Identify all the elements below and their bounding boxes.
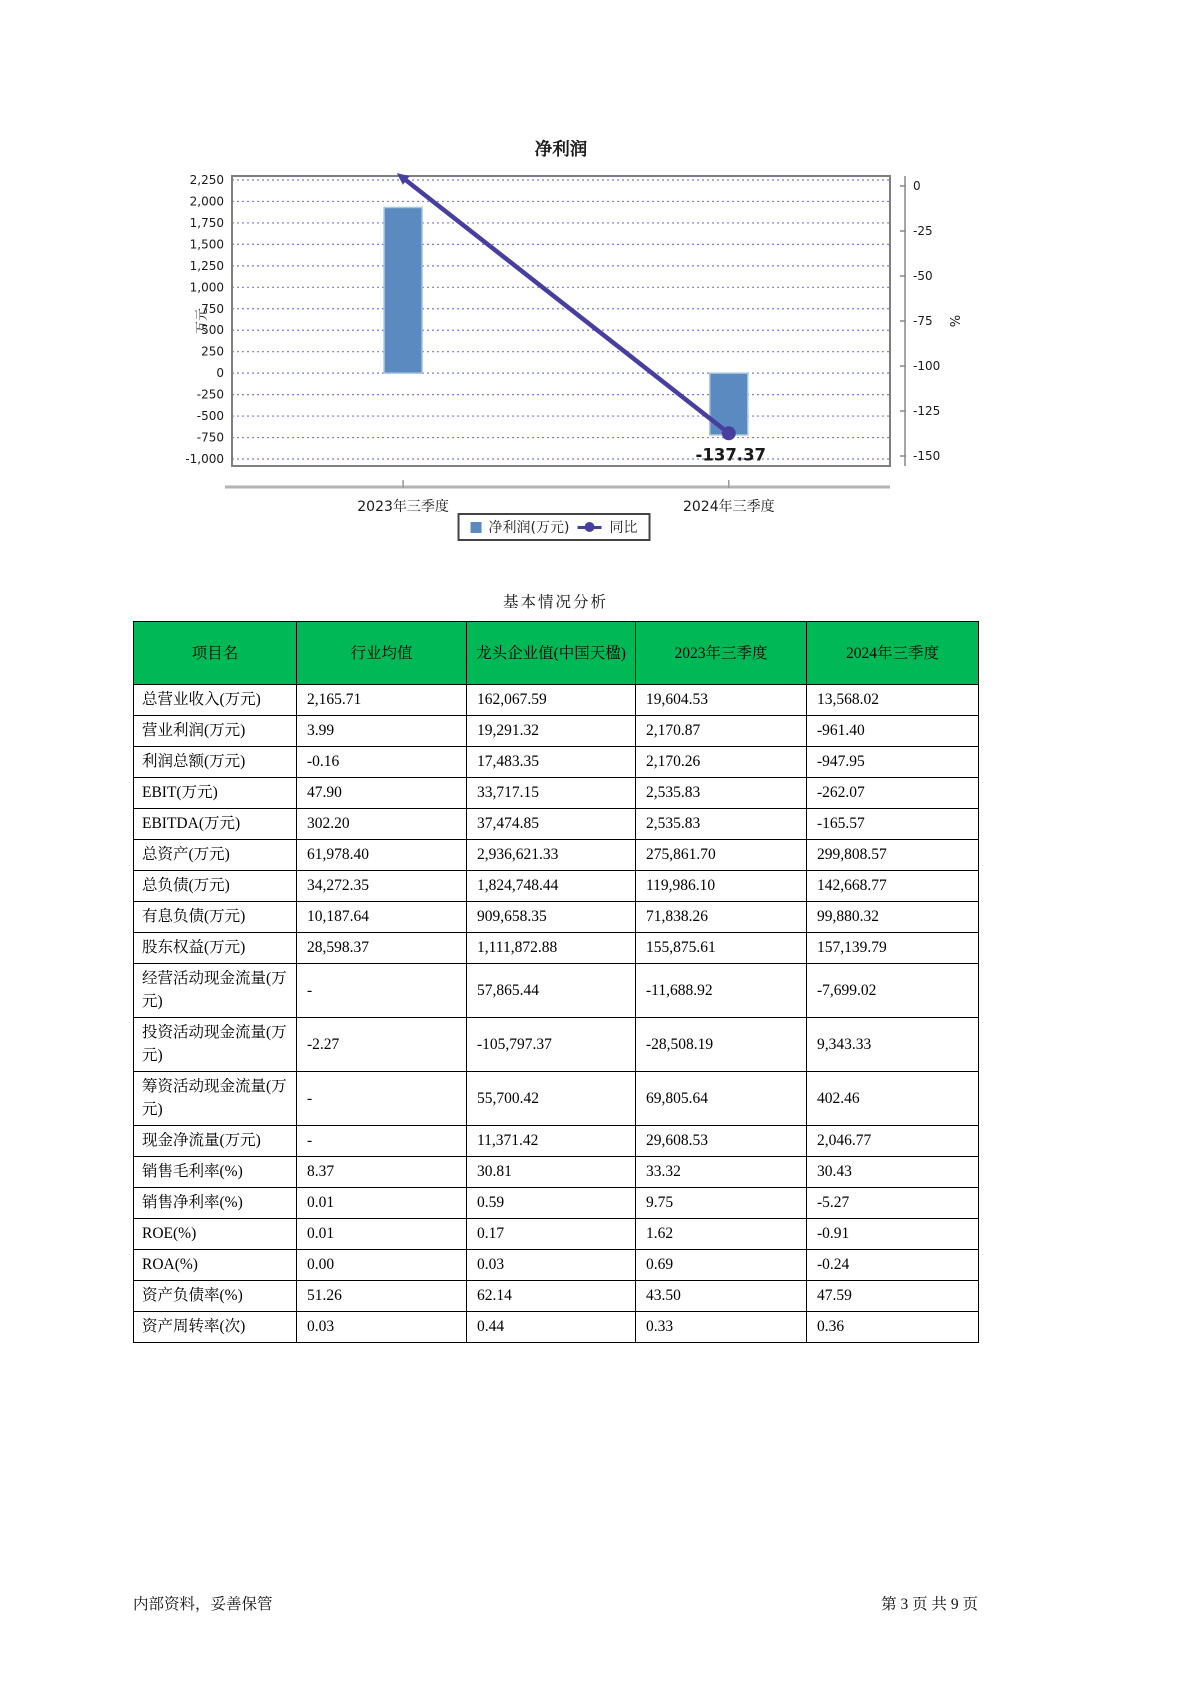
left-axis-tick-label: 0	[216, 366, 224, 381]
left-axis-tick-label: -750	[196, 430, 224, 445]
table-row	[134, 871, 979, 902]
analysis-table-section	[133, 590, 978, 1343]
row-label-cell: EBITDA(万元)	[134, 809, 297, 840]
value-cell: 55,700.42	[467, 1072, 636, 1126]
left-axis-tick-label: 1,500	[189, 237, 224, 252]
table-row	[134, 747, 979, 778]
chart-legend	[458, 513, 651, 541]
value-cell: 28,598.37	[297, 933, 467, 964]
value-cell: 99,880.32	[807, 902, 979, 933]
value-cell: 19,291.32	[467, 716, 636, 747]
value-cell: 0.01	[297, 1219, 467, 1250]
right-axis-tick-label: 0	[913, 179, 921, 193]
right-axis-tick-label: -50	[913, 269, 933, 283]
value-cell: 0.17	[467, 1219, 636, 1250]
value-cell: 33.32	[636, 1157, 807, 1188]
x-category-label: 2023年三季度	[357, 499, 449, 515]
value-cell: 2,936,621.33	[467, 840, 636, 871]
left-axis-tick-label: -1,000	[185, 452, 224, 466]
table-row	[134, 1219, 979, 1250]
value-cell: 0.36	[807, 1312, 979, 1343]
value-cell: 0.03	[467, 1250, 636, 1281]
value-cell: -961.40	[807, 716, 979, 747]
value-cell: -	[297, 964, 467, 1018]
table-row	[134, 1312, 979, 1343]
row-label-cell: 总资产(万元)	[134, 840, 297, 871]
right-axis-tick-label: -125	[913, 404, 941, 418]
value-cell: 11,371.42	[467, 1126, 636, 1157]
value-cell: 0.00	[297, 1250, 467, 1281]
right-axis-title: %	[946, 314, 961, 328]
value-cell: 34,272.35	[297, 871, 467, 902]
table-row	[134, 1188, 979, 1219]
line-series-swatch-icon	[577, 526, 601, 529]
value-cell: 119,986.10	[636, 871, 807, 902]
table-row	[134, 716, 979, 747]
value-cell: 2,046.77	[807, 1126, 979, 1157]
page-footer	[133, 1592, 978, 1614]
bar-2023年三季度	[384, 207, 422, 373]
row-label-cell: 总负债(万元)	[134, 871, 297, 902]
x-category-label: 2024年三季度	[682, 499, 775, 515]
table-header-row	[134, 622, 979, 685]
value-cell: 43.50	[636, 1281, 807, 1312]
table-row	[134, 1126, 979, 1157]
column-header: 项目名	[134, 622, 297, 685]
value-cell: 47.59	[807, 1281, 979, 1312]
value-cell: 29,608.53	[636, 1126, 807, 1157]
footer-confidential-note: 内部资料，妥善保管	[133, 1596, 273, 1613]
column-header: 2024年三季度	[807, 622, 979, 685]
table-row	[134, 933, 979, 964]
table-row	[134, 1072, 979, 1126]
value-cell: 162,067.59	[467, 685, 636, 716]
value-cell: -	[297, 1126, 467, 1157]
value-cell: -262.07	[807, 778, 979, 809]
value-cell: 62.14	[467, 1281, 636, 1312]
line-series-legend-label: 同比	[609, 520, 638, 536]
left-axis-tick-label: 1,750	[189, 215, 224, 230]
net-profit-chart-section	[0, 0, 1191, 580]
yoy-point-label: -137.37	[695, 445, 767, 465]
row-label-cell: 股东权益(万元)	[134, 933, 297, 964]
value-cell: 51.26	[297, 1281, 467, 1312]
column-header: 2023年三季度	[636, 622, 807, 685]
yoy-point	[722, 426, 736, 440]
value-cell: 299,808.57	[807, 840, 979, 871]
value-cell: -7,699.02	[807, 964, 979, 1018]
value-cell: 33,717.15	[467, 778, 636, 809]
value-cell: 9,343.33	[807, 1018, 979, 1072]
value-cell: -105,797.37	[467, 1018, 636, 1072]
value-cell: 10,187.64	[297, 902, 467, 933]
value-cell: -11,688.92	[636, 964, 807, 1018]
value-cell: 71,838.26	[636, 902, 807, 933]
row-label-cell: 筹资活动现金流量(万元)	[134, 1072, 297, 1126]
value-cell: 30.43	[807, 1157, 979, 1188]
left-axis-tick-label: 2,250	[189, 173, 224, 187]
row-label-cell: 经营活动现金流量(万元)	[134, 964, 297, 1018]
column-header: 行业均值	[297, 622, 467, 685]
value-cell: -947.95	[807, 747, 979, 778]
value-cell: -0.91	[807, 1219, 979, 1250]
value-cell: 19,604.53	[636, 685, 807, 716]
row-label-cell: 资产周转率(次)	[134, 1312, 297, 1343]
row-label-cell: EBIT(万元)	[134, 778, 297, 809]
value-cell: 1,824,748.44	[467, 871, 636, 902]
value-cell: 69,805.64	[636, 1072, 807, 1126]
right-axis-tick-label: -150	[913, 449, 941, 463]
chart-title: 净利润	[534, 140, 588, 160]
row-label-cell: 销售净利率(%)	[134, 1188, 297, 1219]
table-row	[134, 964, 979, 1018]
value-cell: 47.90	[297, 778, 467, 809]
value-cell: 0.33	[636, 1312, 807, 1343]
value-cell: 302.20	[297, 809, 467, 840]
value-cell: 909,658.35	[467, 902, 636, 933]
value-cell: 30.81	[467, 1157, 636, 1188]
table-row	[134, 1281, 979, 1312]
value-cell: 13,568.02	[807, 685, 979, 716]
value-cell: 57,865.44	[467, 964, 636, 1018]
value-cell: 17,483.35	[467, 747, 636, 778]
value-cell: 0.69	[636, 1250, 807, 1281]
row-label-cell: 营业利润(万元)	[134, 716, 297, 747]
value-cell: -	[297, 1072, 467, 1126]
value-cell: 275,861.70	[636, 840, 807, 871]
right-axis-tick-label: -75	[913, 314, 933, 328]
value-cell: 2,535.83	[636, 778, 807, 809]
value-cell: 2,165.71	[297, 685, 467, 716]
left-axis-tick-label: 1,000	[189, 280, 224, 295]
left-axis-tick-label: 750	[201, 301, 224, 316]
value-cell: 37,474.85	[467, 809, 636, 840]
value-cell: 2,170.26	[636, 747, 807, 778]
value-cell: -0.16	[297, 747, 467, 778]
right-axis-tick-label: -100	[913, 359, 941, 373]
plot-border	[232, 176, 890, 466]
column-header: 龙头企业值(中国天楹)	[467, 622, 636, 685]
value-cell: -0.24	[807, 1250, 979, 1281]
value-cell: 61,978.40	[297, 840, 467, 871]
table-row	[134, 809, 979, 840]
table-row	[134, 902, 979, 933]
table-title: 基本情况分析	[502, 594, 608, 611]
row-label-cell: 销售毛利率(%)	[134, 1157, 297, 1188]
footer-page-number: 第 3 页 共 9 页	[881, 1596, 978, 1613]
row-label-cell: 有息负债(万元)	[134, 902, 297, 933]
value-cell: 402.46	[807, 1072, 979, 1126]
value-cell: 9.75	[636, 1188, 807, 1219]
row-label-cell: 利润总额(万元)	[134, 747, 297, 778]
value-cell: 0.03	[297, 1312, 467, 1343]
left-axis-tick-label: -500	[196, 409, 224, 424]
value-cell: 0.59	[467, 1188, 636, 1219]
row-label-cell: 现金净流量(万元)	[134, 1126, 297, 1157]
right-axis-tick-label: -25	[913, 224, 933, 238]
table-row	[134, 685, 979, 716]
table-row	[134, 778, 979, 809]
yoy-line	[403, 178, 729, 433]
row-label-cell: 资产负债率(%)	[134, 1281, 297, 1312]
row-label-cell: ROE(%)	[134, 1219, 297, 1250]
table-row	[134, 1018, 979, 1072]
value-cell: 2,170.87	[636, 716, 807, 747]
value-cell: 157,139.79	[807, 933, 979, 964]
value-cell: 3.99	[297, 716, 467, 747]
value-cell: 0.01	[297, 1188, 467, 1219]
row-label-cell: ROA(%)	[134, 1250, 297, 1281]
table-row	[134, 1250, 979, 1281]
left-axis-tick-label: 500	[201, 323, 224, 338]
value-cell: 142,668.77	[807, 871, 979, 902]
left-axis-title: 万元	[195, 307, 210, 335]
value-cell: -28,508.19	[636, 1018, 807, 1072]
value-cell: 2,535.83	[636, 809, 807, 840]
table-row	[134, 1157, 979, 1188]
bar-series-legend-label: 净利润(万元)	[488, 520, 570, 536]
value-cell: -2.27	[297, 1018, 467, 1072]
left-axis-tick-label: -250	[196, 387, 224, 402]
row-label-cell: 总营业收入(万元)	[134, 685, 297, 716]
left-axis-tick-label: 1,250	[189, 258, 224, 273]
value-cell: 1,111,872.88	[467, 933, 636, 964]
value-cell: 0.44	[467, 1312, 636, 1343]
table-row	[134, 840, 979, 871]
row-label-cell: 投资活动现金流量(万元)	[134, 1018, 297, 1072]
value-cell: 1.62	[636, 1219, 807, 1250]
bar-series-swatch-icon	[471, 522, 482, 533]
value-cell: -165.57	[807, 809, 979, 840]
value-cell: 8.37	[297, 1157, 467, 1188]
left-axis-tick-label: 2,000	[189, 194, 224, 209]
value-cell: 155,875.61	[636, 933, 807, 964]
analysis-table	[133, 621, 979, 1343]
left-axis-tick-label: 250	[201, 344, 224, 359]
value-cell: -5.27	[807, 1188, 979, 1219]
